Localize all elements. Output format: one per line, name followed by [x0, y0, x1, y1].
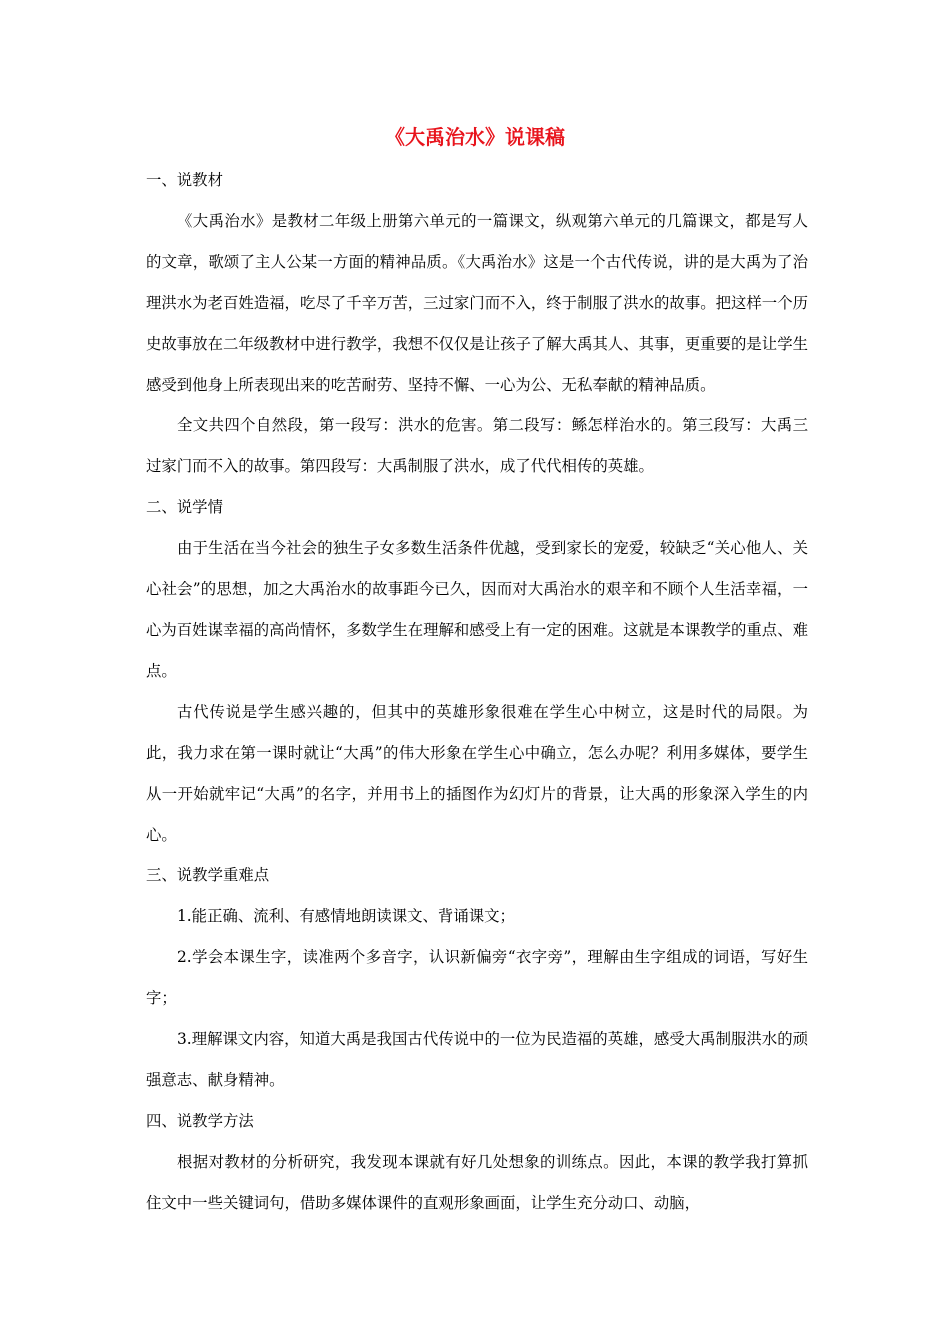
section-heading: 二、说学情	[146, 498, 223, 517]
list-item: 1.能正确、流利、有感情地朗读课文、背诵课文；	[177, 907, 515, 926]
body-paragraph: 《大禹治水》是教材二年级上册第六单元的一篇课文，纵观第六单元的几篇课文，都是写人的文章，歌颂了主人公某一方面的精神品质。《大禹治水》这是一个古代传说，讲的是大禹为了治理洪水为老百姓造福，吃尽了千辛万苦，三过家门而不入，终于制服了洪水的故事。把这样一个历史故事放在二年级教材中进行教学，我想不仅仅是让孩子了解大禹其人、其事，更重要的是让学生感受到他身上所表现出来的吃苦耐劳、坚持不懈、一心为公、无私奉献的精神品质。	[146, 211, 808, 394]
section-heading: 一、说教材	[146, 171, 223, 189]
body-paragraph: 由于生活在当今社会的独生子女多数生活条件优越，受到家长的宠爱，较缺乏“关心他人、关心社会”的思想，加之大禹治水的故事距今已久，因而对大禹治水的艰辛和不顾个人生活幸福，一心为百姓谋幸福的高尚情怀，多数学生在理解和感受上有一定的困难。这就是本课教学的重点、难点。	[146, 539, 808, 680]
body-paragraph: 全文共四个自然段，第一段写：洪水的危害。第二段写：鲧怎样治水的。第三段写：大禹三过家门而不入的故事。第四段写：大禹制服了洪水，成了代代相传的英雄。	[146, 416, 808, 476]
document-title: 《大禹治水》说课稿	[385, 125, 565, 149]
body-paragraph: 根据对教材的分析研究，我发现本课就有好几处想象的训练点。因此，本课的教学我打算抓住文中一些关键词句，借助多媒体课件的直观形象画面，让学生充分动口、动脑，	[146, 1152, 808, 1212]
section-heading: 四、说教学方法	[146, 1111, 254, 1130]
section-heading: 三、说教学重难点	[146, 866, 270, 885]
list-item: 2.学会本课生字，读准两个多音字，认识新偏旁“衣字旁”，理解由生字组成的词语，写好生字；	[146, 948, 808, 1008]
list-item: 3.理解课文内容，知道大禹是我国古代传说中的一位为民造福的英雄，感受大禹制服洪水的顽强意志、献身精神。	[146, 1030, 808, 1089]
document-body	[146, 160, 808, 1224]
body-paragraph: 古代传说是学生感兴趣的，但其中的英雄形象很难在学生心中树立，这是时代的局限。为此，我力求在第一课时就让“大禹”的伟大形象在学生心中确立，怎么办呢？利用多媒体，要学生从一开始就牢记“大禹”的名字，并用书上的插图作为幻灯片的背景，让大禹的形象深入学生的内心。	[146, 702, 808, 844]
